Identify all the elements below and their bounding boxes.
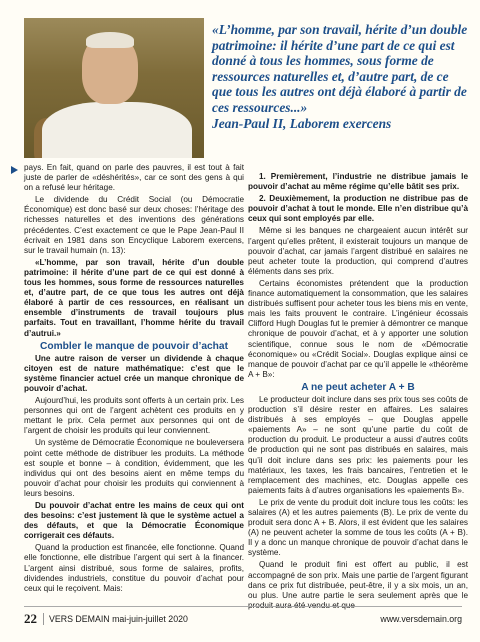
- paragraph: Certains économistes prétendent que la production finance automatiquement la consommation, que les salaires distribués suffisent pour acheter tous les biens mis en vente, mais les faits prouvent le contraire. L’ingénieur écossais Clifford Hugh Douglas fut le premier à démontrer ce manque chronique de pouvoir d’achat, et à y apporter une solution scientifique, connue sous le nom de «Démocratie économique» ou «Crédit Social». Douglas explique ainsi ce manque de pouvoir d’achat par ce qu’il appelle le «théorème A + B»:: [248, 278, 468, 379]
- paragraph: Quand la production est financée, elle fonctionne. Quand elle fonctionne, elle distribue l’argent qui sert à la financer. L’argent ainsi distribué, sous forme de salaires, profits, dividendes industriels, constitue du pouvoir d’achat pour ceux qui le reçoivent. Mais:: [24, 543, 244, 593]
- continuation-arrow-icon: [11, 166, 18, 174]
- publication-name: VERS DEMAIN: [49, 613, 110, 624]
- paragraph: 1. Premièrement, l’industrie ne distribue jamais le pouvoir d’achat au même régime qu’elle bâtit ses prix.: [248, 172, 468, 192]
- left-column: [24, 163, 244, 596]
- pull-quote-attribution: Jean-Paul II, Laborem exercens: [212, 115, 392, 131]
- section-heading: A ne peut acheter A + B: [301, 381, 415, 393]
- paragraph: Aujourd’hui, les produits sont offerts à un certain prix. Les personnes qui ont de l’argent achètent ces produits en y mettant le prix. Cela permet aux personnes qui ont de l’argent de choisir les produits qui leur conviennent.: [24, 396, 244, 436]
- paragraph: pays. En fait, quand on parle des pauvres, il est tout à fait juste de parler de «déshérités», car ce sont des gens à qui on a refusé leur héritage.: [24, 163, 244, 193]
- pull-quote-text: «L’homme, par son travail, hérite d’un double patrimoine: il hérite d’une part de ce qui est donné à tous les hommes, sous forme de ressources naturelles et, d’autre part, de ce que tous les autres ont déjà élaboré à partir de ces ressources...»: [212, 22, 468, 115]
- paragraph: Une autre raison de verser un dividende à chaque citoyen est de nature mathématique: c’est que le système financier actuel crée un manque chronique de pouvoir d’achat.: [24, 353, 244, 393]
- paragraph: 2. Deuxièmement, la production ne distribue pas de pouvoir d’achat à tout le monde. Elle n’en distribue qu’à ceux qui sont employés par elle.: [248, 194, 468, 224]
- issue-date: mai-juin-juillet 2020: [112, 613, 188, 624]
- paragraph: Même si les banques ne chargeaient aucun intérêt sur l’argent qu’elles prêtent, il existerait toujours un manque de pouvoir d’achat, car jamais l’argent distribué en salaires ne peut acheter toute la production, qui comprend d’autres éléments dans ses prix.: [248, 226, 468, 276]
- paragraph: Du pouvoir d’achat entre les mains de ceux qui ont des besoins: c’est justement là que le système actuel a des défauts, et que la Démocratie Économique corrigerait ces défauts.: [24, 501, 244, 541]
- divider: [43, 613, 44, 625]
- page-footer: [24, 606, 462, 630]
- right-column: [248, 172, 468, 613]
- paragraph: Le producteur doit inclure dans ses prix tous ses coûts de production s’il désire rester en affaires. Les salaires distribués à ses employés – que Douglas appelle «paiements A» – ne sont qu’une partie du coût de production du produit. Le producteur a aussi d’autres coûts de production qui ne sont pas distribués en salaires, mais qu’il doit inclure dans ses prix: les paiements pour les matériaux, les taxes, les frais bancaires, l’entretien et le remplacement des machines, etc. Douglas appelle ces paiements faits à d’autres organisations les «paiements B».: [248, 394, 468, 495]
- pope-photo: [24, 18, 204, 158]
- paragraph: Le prix de vente du produit doit inclure tous les coûts: les salaires (A) et les autres paiements (B). Le prix de vente du produit sera donc A + B. Alors, il est évident que les salaires (A) ne peuvent acheter la somme de tous les coûts (A + B). Il y a donc un manque chronique de pouvoir d’achat dans le système.: [248, 497, 468, 558]
- paragraph: Un système de Démocratie Économique ne bouleversera point cette méthode de distribuer les produits. La méthode est souple et bonne – à condition, évidemment, que les individus qui ont des besoins aient en même temps du pouvoir d’achat pour choisir les produits qui conviennent à leurs besoins.: [24, 438, 244, 498]
- website-url: www.versdemain.org: [380, 613, 462, 624]
- section-heading: Combler le manque de pouvoir d’achat: [40, 340, 228, 352]
- page-number: 22: [24, 610, 37, 626]
- quote-paragraph: «L’homme, par son travail, hérite d’un double patrimoine: il hérite d’une part de ce qui est donné à tous les hommes, sous forme de ressources naturelles et, d’autre part, de ce que tous les autres ont déjà élaboré à partir de ces ressources, en réalisant un ensemble d’instruments de travail toujours plus parfaits. Tout en travaillant, l’homme hérite du travail d’autrui.»: [24, 257, 244, 338]
- paragraph: Quand le produit fini est offert au public, il est accompagné de son prix. Mais une partie de l’argent figurant dans ce prix fut distribuée, peut-être, il y a six mois, un an, ou plus. Une autre partie le sera seulement après que le produit aura été vendu et que: [248, 560, 468, 610]
- pull-quote: [212, 22, 468, 131]
- paragraph: Le dividende du Crédit Social (ou Démocratie Économique) est donc basé sur deux choses: l’héritage des richesses naturelles et des inventions des générations précédentes. C’est exactement ce que le Pape Jean-Paul II écrivait en 1981 dans son Encyclique Laborem exercens, sur le travail humain (n. 13):: [24, 195, 244, 255]
- publication-info: [49, 614, 380, 624]
